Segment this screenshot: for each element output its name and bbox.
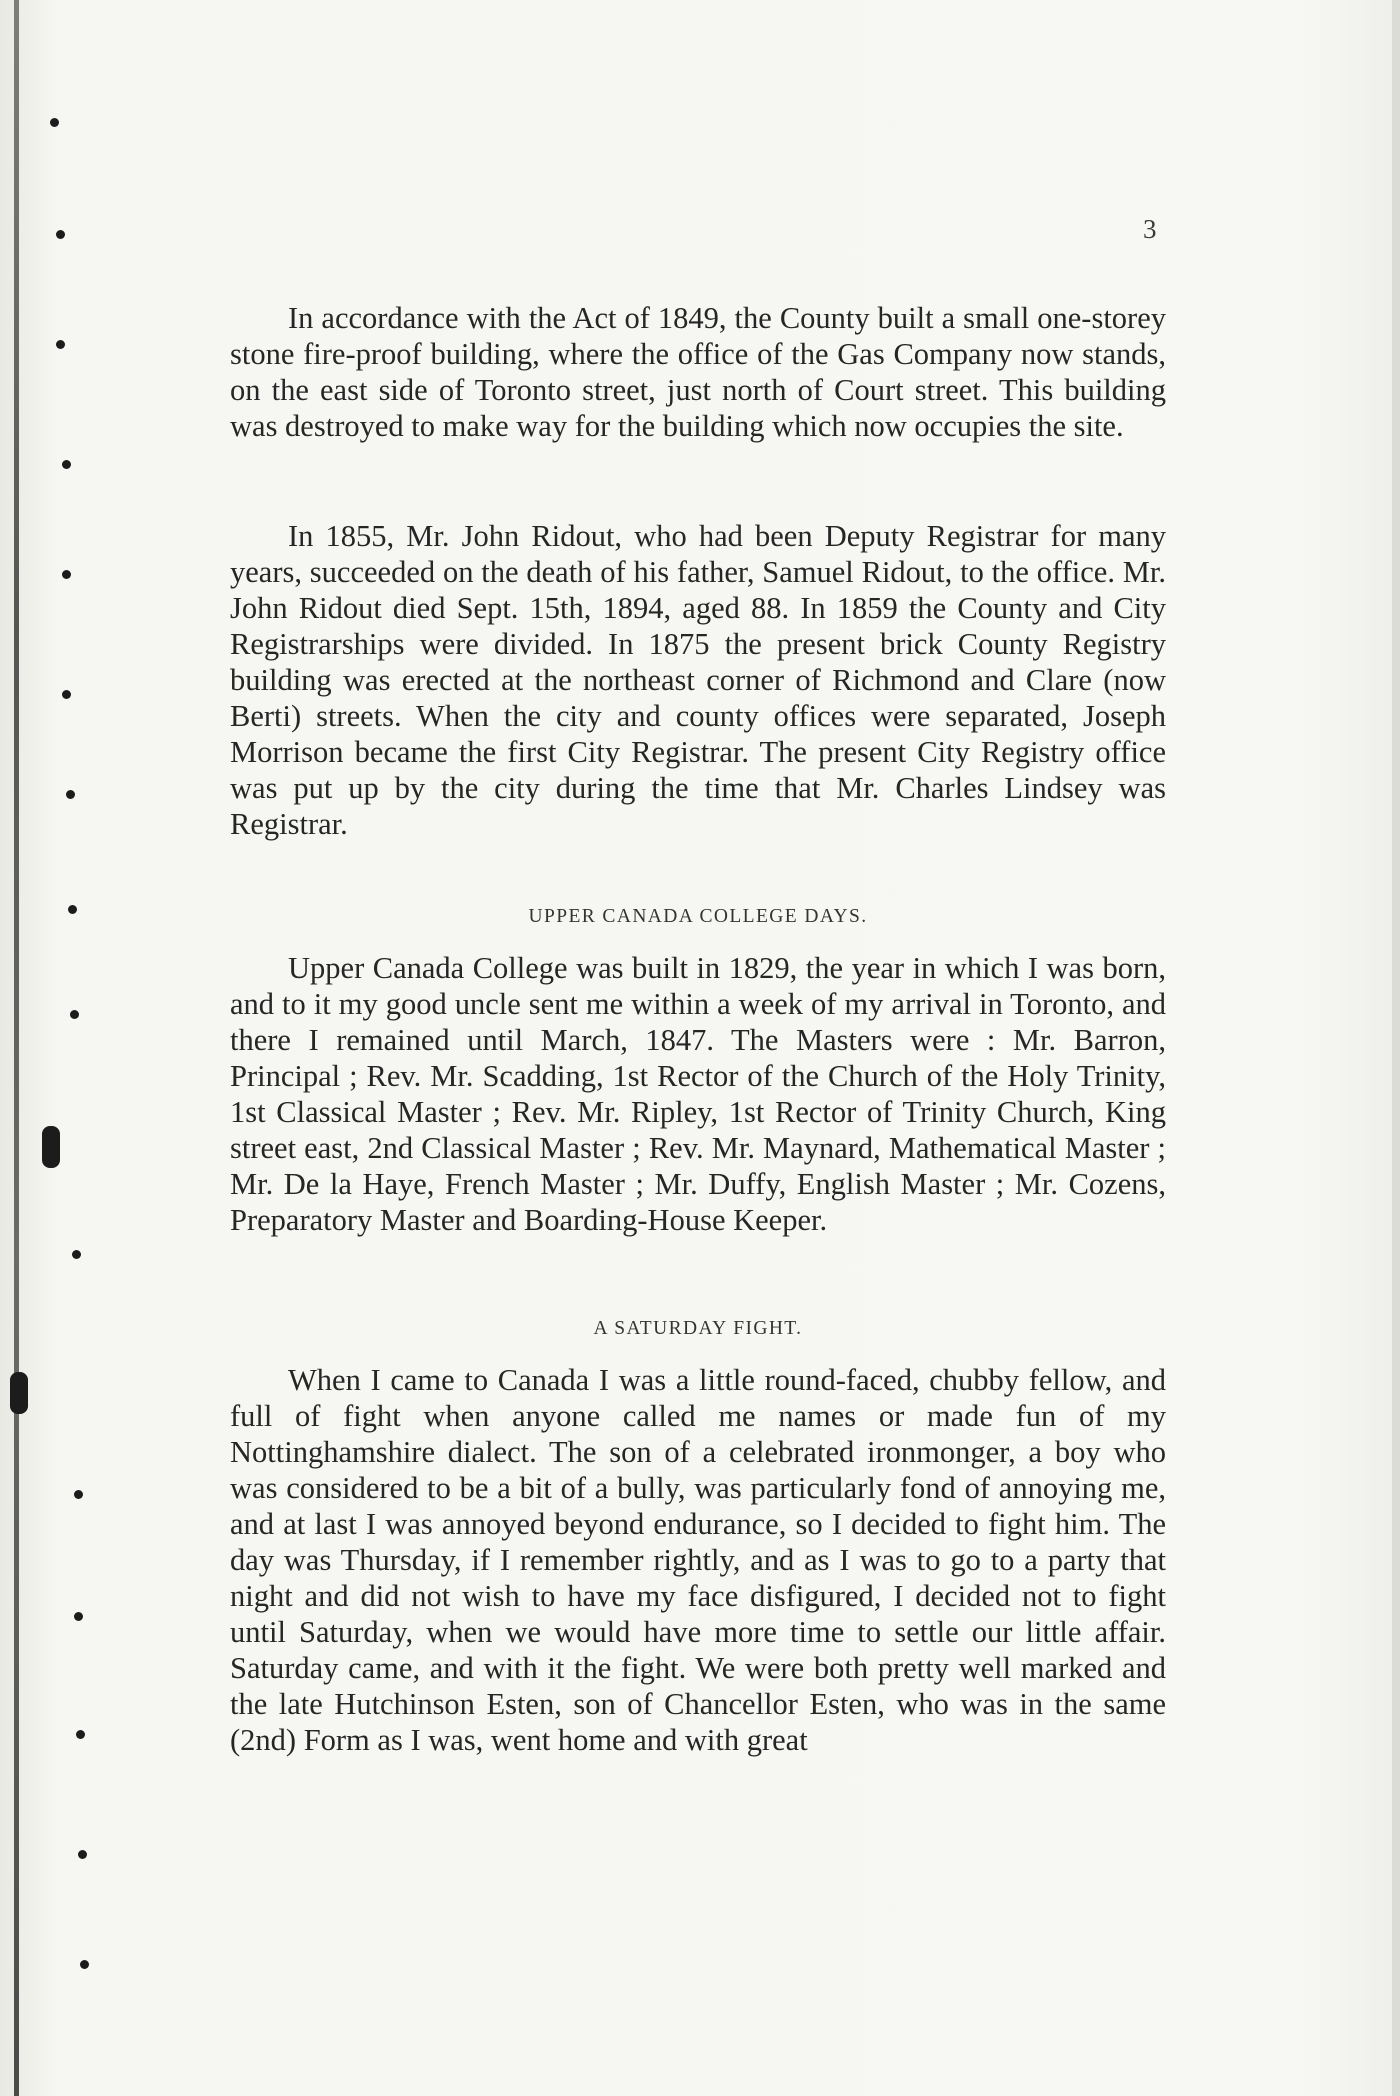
binding-stitch — [66, 790, 75, 799]
section-heading-fight: A SATURDAY FIGHT. — [593, 1318, 803, 1339]
text-block-top — [230, 300, 1166, 444]
binding-stitch — [78, 1850, 87, 1859]
page-edge — [1392, 0, 1400, 2096]
binding-stitch — [42, 1126, 60, 1168]
binding-stitch — [80, 1960, 89, 1969]
binding-line — [14, 0, 19, 2096]
binding-stitch — [56, 340, 65, 349]
binding-stitch — [70, 1010, 79, 1019]
paragraph-county-building: In accordance with the Act of 1849, the County built a small one-storey stone fire-proof building, where the office of the Gas Company now stands, on the east side of Toronto street, just north of Court street. This building was destroyed to make way for the building which now occupies the site. — [230, 301, 1166, 443]
paragraph-ridout: In 1855, Mr. John Ridout, who had been Deputy Registrar for many years, succeeded on the death of his father, Samuel Ridout, to the office. Mr. John Ridout died Sept. 15th, 1894, aged 88. In 1859 the County and City Registrarships were divided. In 1875 the present brick County Registry building was erected at the northeast corner of Richmond and Clare (now Berti) streets. When the city and county offices were separated, Joseph Morrison became the first City Registrar. The present City Registry office was put up by the city during the time that Mr. Charles Lindsey was Registrar. — [230, 519, 1166, 841]
binding-stitch — [62, 460, 71, 469]
section-heading-ucc: UPPER CANADA COLLEGE DAYS. — [528, 906, 868, 927]
page-number: 3 — [1143, 214, 1157, 244]
text-block-ridout — [230, 518, 1166, 842]
binding-stitch — [72, 1250, 81, 1259]
text-block-ucc — [230, 950, 1166, 1238]
binding-stitch — [50, 118, 59, 127]
paragraph-fight: When I came to Canada I was a little round-faced, chubby fellow, and full of fight when anyone called me names or made fun of my Nottinghamshire dialect. The son of a celebrated ironmonger, a boy who was considered to be a bit of a bully, was particularly fond of annoying me, and at last I was annoyed beyond endurance, so I decided to fight him. The day was Thursday, if I remember rightly, and as I was to go to a party that night and did not wish to have my face disfigured, I decided not to fight until Saturday, when we would have more time to settle our little affair. Saturday came, and with it the fight. We were both pretty well marked and the late Hutchinson Esten, son of Chancellor Esten, who was in the same (2nd) Form as I was, went home and with great — [230, 1363, 1166, 1757]
binding-stitch — [76, 1730, 85, 1739]
binding-stitch — [62, 570, 71, 579]
binding-stitch — [56, 230, 65, 239]
binding-stitch — [62, 690, 71, 699]
binding-edge — [14, 0, 24, 2096]
paragraph-ucc: Upper Canada College was built in 1829, the year in which I was born, and to it my good uncle sent me within a week of my arrival in Toronto, and there I remained until March, 1847. The Masters were : Mr. Barron, Principal ; Rev. Mr. Scadding, 1st Rector of the Church of the Holy Trinity, 1st Classical Master ; Rev. Mr. Ripley, 1st Rector of Trinity Church, King street east, 2nd Classical Master ; Rev. Mr. Maynard, Mathematical Master ; Mr. De la Haye, French Master ; Mr. Duffy, English Master ; Mr. Cozens, Preparatory Master and Boarding-House Keeper. — [230, 951, 1166, 1237]
binding-stitch — [74, 1612, 83, 1621]
binding-stitch — [68, 905, 77, 914]
text-block-fight — [230, 1362, 1166, 1758]
binding-stitch — [74, 1490, 83, 1499]
binding-stitch — [10, 1372, 28, 1414]
